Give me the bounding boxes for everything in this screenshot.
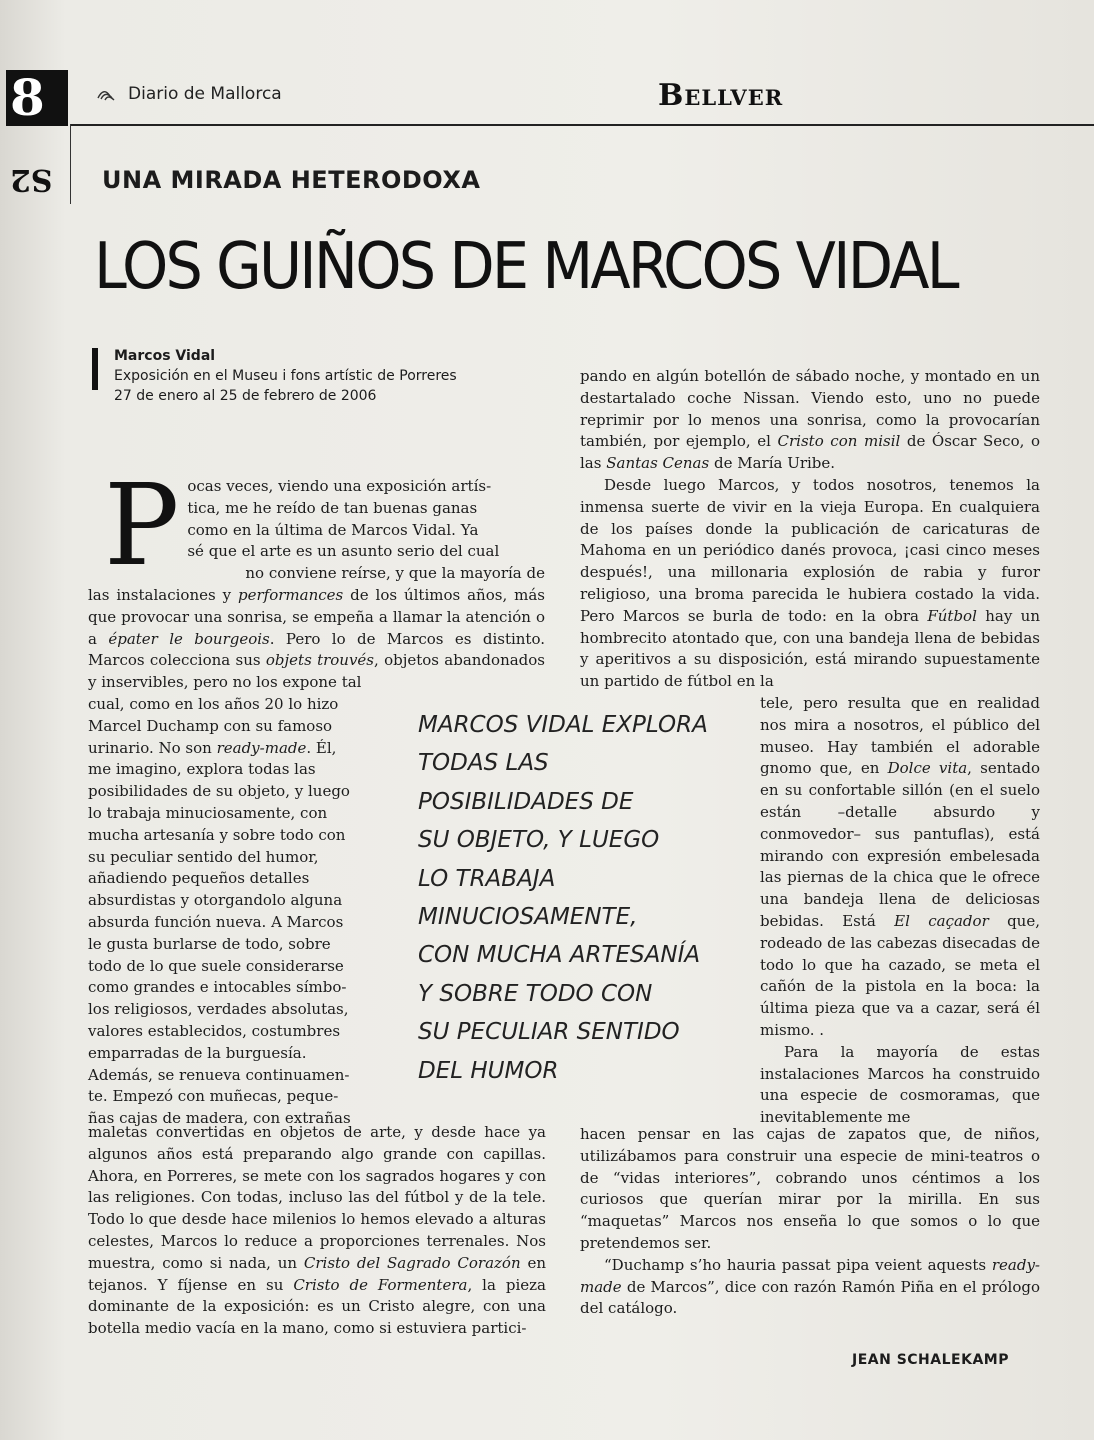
newspaper-name: Diario de Mallorca [128,84,282,104]
drop-cap: P [104,461,180,591]
newspaper-logo-icon [96,86,116,102]
col1-line: ocas veces, viendo una exposición artís- [187,477,492,495]
info-bar [92,348,98,390]
column-1-bottom: maletas convertidas en objetos de arte, y desde hace ya algunos años está preparando algo grande con capillas. Ahora, en Porreres, se mete con los sagrados hogares y con las religiones. Con todas, incluso las del fútbol y de la tele. Todo lo que desde hace milenios lo hemos elevado a alturas celestes, Marcos lo reduce a proporciones terrenales. Nos muestra, como si nada, un Cristo del Sagrado Corazón en tejanos. Y fíjense en su Cristo de Formentera, la pieza dominante de la exposición: es un Cristo alegre, con una botella medio vacía en la mano, como si estuviera partici- [88,1123,546,1338]
column-2: pando en algún botellón de sábado noche, y montado en un destartalado coche Nissan. Viendo esto, uno no puede reprimir por lo menos una sonrisa, como la provocarían también, por ejemplo, el Cristo con misil de Óscar Seco, o las Santas Cenas de María Uribe. Desde luego Marcos, y todos nosotros, tenemos la inmensa suerte de vivir en la vieja Europa. En cualquiera de los países donde la publicación de caricaturas de Mahoma en un periódico danés provoca, ¡casi cinco meses después!, una millonaria explosión de rabia y furor religioso, una broma parecida le hubiera costado la vida. Pero Marcos se burla de todo: en la obra Fútbol hay un hombrecito atontado que, con una bandeja llena de bebidas y aperitivos a su disposición, está mirando supuestamente un partido de fútbol en la tele, pero resulta que en realidad nos mira a nosotros, el público del museo. Hay también el adorable gnomo que, en Dolce vita, sentado en su confortable sillón (en el suelo están –detalle absurdo y conmovedor– sus pantuflas), está mirando con expresión embelesada las piernas de la chica que le ofrece una bandeja llena de deliciosas bebidas. Está El caçador que, rodeado de las cabezas disecadas de todo lo que ha cazado, se meta el cañón de la pistola en la boca: la última pieza que va a cazar, será él mismo. . Para la mayoría de estas instalaciones Marcos ha construido una especie de cosmoramas, que inevitablemente me [580,366,1040,1129]
col2-narrow: tele, pero resulta que en realidad nos mira a nosotros, el público del museo. Hay también el adorable gnomo que, en Dolce vita, sentado en su confortable sillón (en el suelo están –detalle absurdo y conmovedor– sus pantuflas), está mirando con expresión embelesada las piernas de la chica que le ofrece una bandeja llena de deliciosas bebidas. Está El caçador que, rodeado de las cabezas disecadas de todo lo que ha cazado, se meta el cañón de la pistola en la boca: la última pieza que va a cazar, será él mismo. . Para la mayoría de estas instalaciones Marcos ha construido una especie de cosmoramas, que inevitablemente me [760,693,1040,1127]
info-artist: Marcos Vidal [114,348,216,364]
col1-narrow: cual, como en los años 20 lo hizo Marcel Duchamp con su famoso urinario. No son ready-made. Él, me imagino, explora todas las posibilidades de su objeto, y luego lo trabaja minuciosamente, con mucha artesanía y sobre todo con su peculiar sentido del humor, añadiendo pequeños detalles absurdistas y otorgandolo alguna absurda función nueva. A Marcos le gusta burlarse de todo, sobre todo de lo que suele considerarse como grandes e intocables símbo- los religiosos, verdades absolutas, valores establecidos, costumbres emparradas de la burguesía. Además, se renueva continuamen- te. Empezó con muñecas, peque- ñas cajas de madera, con extrañas [88,694,351,1128]
col1-line: como en la última de Marcos Vidal. Ya [187,520,479,539]
byline: JEAN SCHALEKAMP [852,1352,1009,1368]
col1-line: tica, me he reído de tan buenas ganas [187,498,478,517]
page-number: 8 [6,70,68,126]
info-dates: 27 de enero al 25 de febrero de 2006 [114,388,377,404]
col1-line: sé que el arte es un asunto serio del cual [187,542,500,561]
side-mark: S2 [10,162,53,197]
pull-quote: MARCOS VIDAL EXPLORA TODAS LAS POSIBILIDADES DE SU OBJETO, Y LUEGO LO TRABAJA MINUCIOSAMENTE, CON MUCHA ARTESANÍA Y SOBRE TODO CON SU PECULIAR SENTIDO DEL HUMOR [418,712,708,1084]
vertical-rule [70,124,71,204]
col1-line: no conviene reírse, y que la mayoría de [245,564,545,583]
masthead-rule [70,124,1094,126]
article-headline: LOS GUIÑOS DE MARCOS VIDAL [94,230,957,304]
col1-paragraph: las instalaciones y performances de los últimos años, más que provocar una sonrisa, se empeña a llamar la atención o a épater le bourgeois. Pero lo de Marcos es distinto. Marcos colecciona sus objets trouvés, objetos abandonados y inservibles, pero no los expone tal [88,585,546,692]
article-kicker: UNA MIRADA HETERODOXA [102,166,481,194]
column-2-bottom: hacen pensar en las cajas de zapatos que, de niños, utilizábamos para construir una especie de mini-teatros o de “vidas interiores”, cobrando unos céntimos a los curiosos que querían mirar por la mirilla. En sus “maquetas” Marcos nos enseña lo que somos o lo que pretendemos ser. “Duchamp s’ho hauria passat pipa veient aquests ready-made de Marcos”, dice con razón Ramón Piña en el prólogo del catálogo. [580,1125,1040,1318]
exhibition-info [92,346,512,406]
info-venue: Exposición en el Museu i fons artístic de Porreres [114,368,457,384]
section-name: Bellver [658,78,784,113]
